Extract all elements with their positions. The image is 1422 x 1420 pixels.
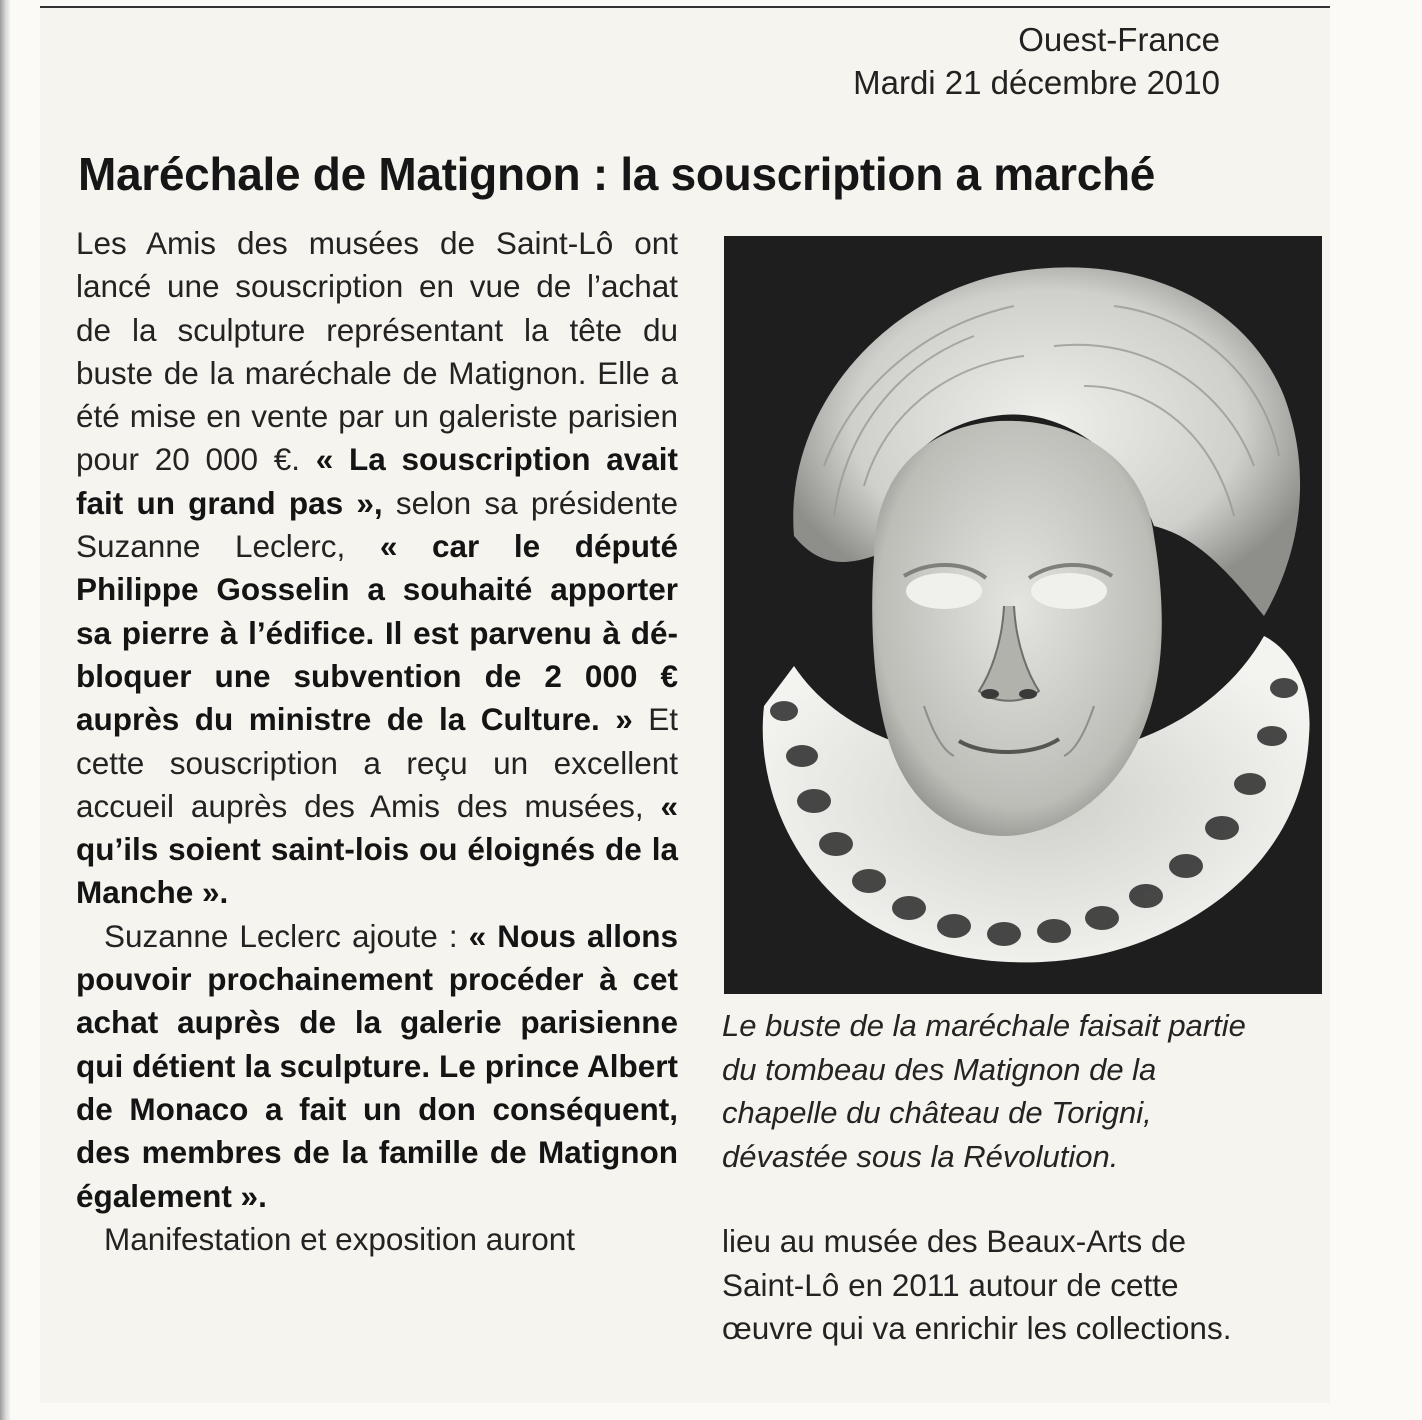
quote-run: « qu’ils soient saint-lois ou éloignés de la Manche ». <box>76 787 678 911</box>
scan-edge-shadow <box>0 0 10 1420</box>
paragraph-3 <box>76 1218 678 1261</box>
quote-run: « car le député Philippe Gosselin a souhaité apporter sa pierre à l’édifice. Il est parvenu à débloquer une subvention de 2 000 € auprès du ministre de la Culture. » <box>76 528 679 738</box>
caption-line: Le buste de la maréchale faisait partie <box>722 1008 1246 1043</box>
top-rule <box>40 6 1330 8</box>
caption-line: dévastée sous la Révolution. <box>722 1138 1119 1174</box>
text-run: Les Amis des musées de Saint-Lô ont lancé une souscription en vue de l’achat de la sculpture représentant la tête du buste de la maréchale de Matignon. Elle a été mise en vente par un galeriste parisien pour 20 000 €. <box>76 225 678 478</box>
continuation-line: lieu au musée des Beaux-Arts de <box>722 1223 1187 1259</box>
source-block <box>853 18 1220 104</box>
continuation-line: œuvre qui va enrichir les collections. <box>722 1310 1232 1346</box>
article-continuation <box>722 1220 1322 1351</box>
caption-line: du tombeau des Matignon de la <box>722 1051 1157 1087</box>
paragraph-1 <box>76 222 678 915</box>
paragraph-2 <box>76 915 678 1218</box>
text-run: Manifestation et exposition auront <box>104 1220 576 1257</box>
headline: Maréchale de Matignon : la souscription a marché <box>78 148 1156 200</box>
publication-name: Ouest-France <box>1018 21 1220 58</box>
quote-run: « Nous allons pouvoir prochainement procéder à cet achat auprès de la galerie parisienne qui détient la sculpture. Le prince Albert de Monaco a fait un don conséquent, des membres de la famille de Matignon également ». <box>76 917 679 1214</box>
text-run: Suzanne Leclerc ajoute : <box>104 917 469 954</box>
article-body <box>76 222 678 1261</box>
continuation-line: Saint-Lô en 2011 autour de cette <box>722 1266 1179 1303</box>
publication-date: Mardi 21 décembre 2010 <box>853 64 1220 101</box>
photo-caption <box>722 1004 1326 1178</box>
text-run: Et cette souscription a reçu un excellent accueil auprès des Amis des musées, <box>76 701 678 824</box>
caption-line: chapelle du château de Torigni, <box>722 1095 1152 1130</box>
marble-bust-head-icon <box>724 236 1322 994</box>
bust-photo <box>724 236 1322 994</box>
text-run: selon sa présidente Suzanne Leclerc, <box>76 484 679 565</box>
quote-run: « La souscription avait fait un grand pas », <box>76 441 678 521</box>
